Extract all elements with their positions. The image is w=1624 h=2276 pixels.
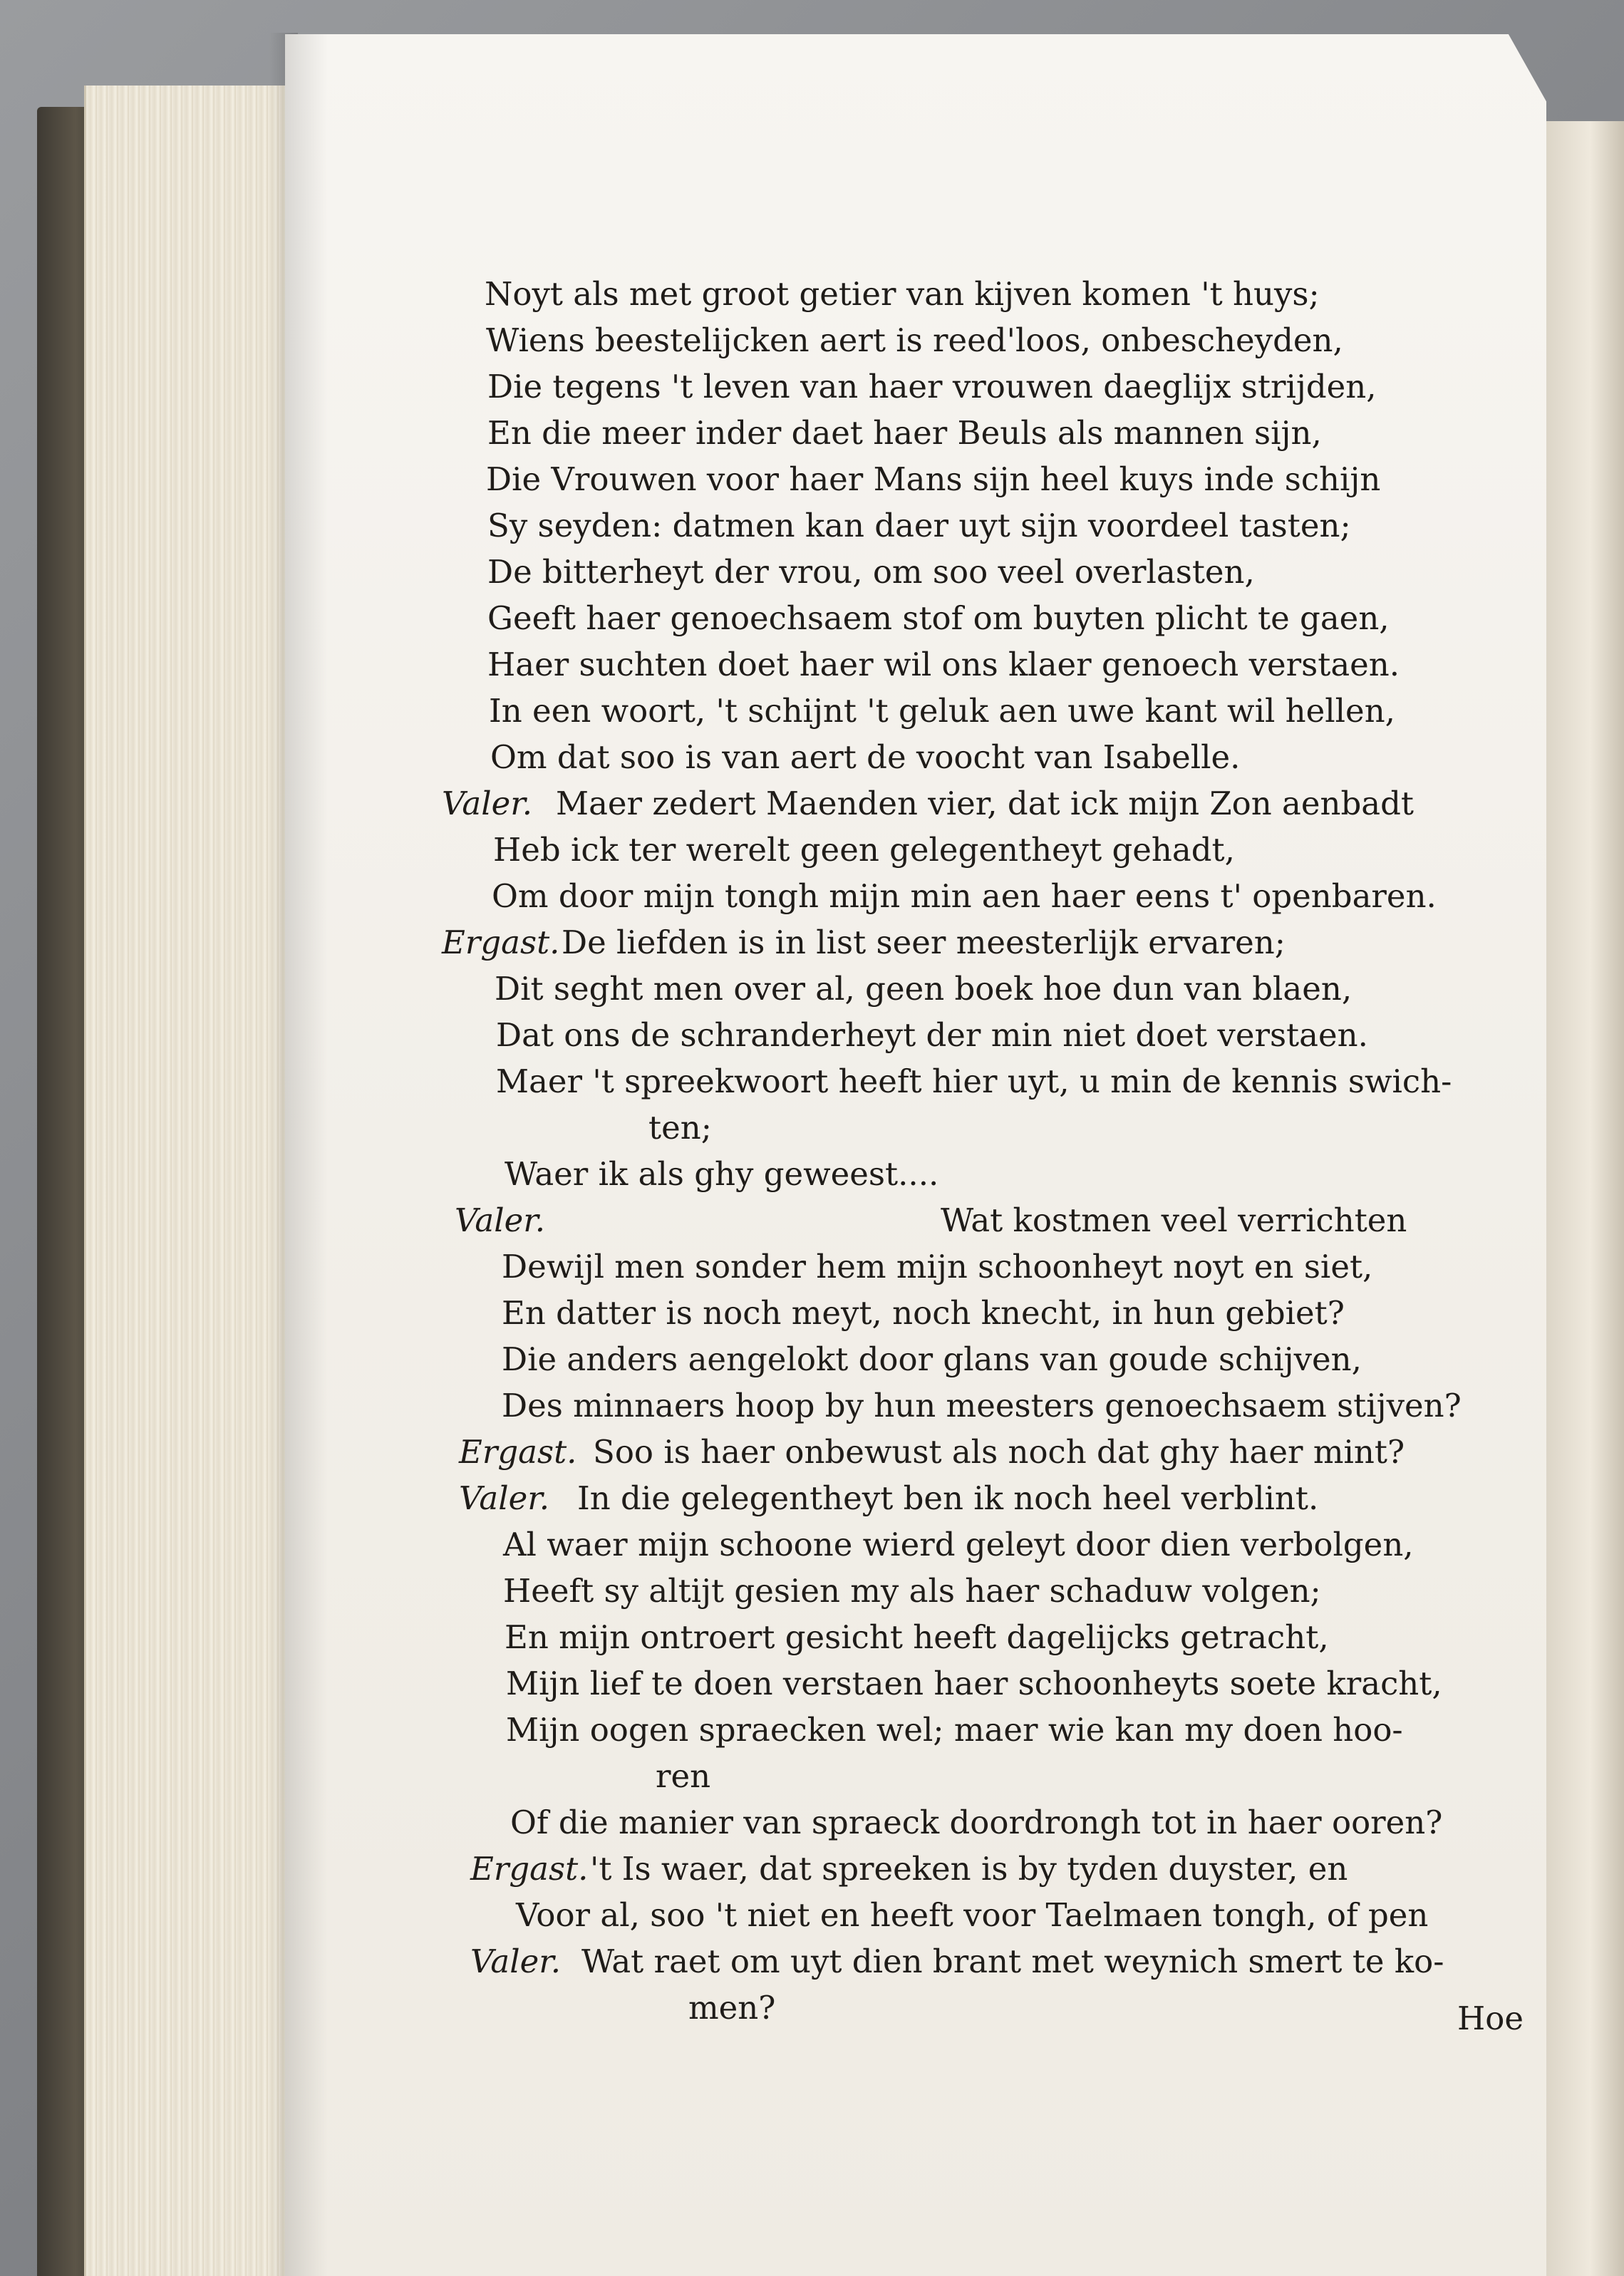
facing-page-edge — [1539, 121, 1624, 2276]
line-text: ten; — [648, 1109, 712, 1147]
line-text: Dewijl men sonder hem mijn schoonheyt noyt en siet, — [502, 1248, 1373, 1286]
verse-line — [442, 1105, 1539, 1151]
verse-line — [442, 1151, 1539, 1197]
verse-line — [442, 734, 1539, 780]
verse-line — [442, 1012, 1539, 1058]
verse-line — [442, 595, 1539, 641]
line-text: Die anders aengelokt door glans van goude schijven, — [502, 1340, 1362, 1378]
line-text: ren — [656, 1757, 711, 1795]
line-text: Geeft haer genoechsaem stof om buyten plicht te gaen, — [487, 599, 1390, 637]
verse-line — [442, 1568, 1539, 1614]
verse-line — [442, 456, 1539, 502]
verse-line — [442, 1614, 1539, 1660]
line-text: Dit seght men over al, geen boek hoe dun van blaen, — [495, 970, 1353, 1008]
speaker-label: Valer. — [442, 785, 533, 822]
line-text: Maer zedert Maenden vier, dat ick mijn Zon aenbadt — [556, 785, 1414, 822]
line-text: Maer 't spreekwoort heeft hier uyt, u min de kennis swich- — [496, 1062, 1452, 1100]
verse-line — [442, 1846, 1539, 1892]
verse-line — [442, 549, 1539, 595]
line-text: Noyt als met groot getier van kijven komen 't huys; — [485, 275, 1320, 313]
line-text: Al waer mijn schoone wierd geleyt door dien verbolgen, — [503, 1526, 1414, 1563]
verse-line — [442, 780, 1539, 827]
verse-line — [442, 688, 1539, 734]
verse-line — [442, 1290, 1539, 1336]
line-text: Waer ik als ghy geweest.... — [505, 1155, 939, 1193]
verse-line — [442, 1336, 1539, 1382]
verse-line — [442, 1753, 1539, 1799]
verse-line — [442, 827, 1539, 873]
verse-line — [442, 1707, 1539, 1753]
line-text: Die tegens 't leven van haer vrouwen daeglijx strijden, — [487, 368, 1377, 405]
line-text: Die Vrouwen voor haer Mans sijn heel kuys inde schijn — [486, 460, 1381, 498]
verse-line — [442, 317, 1539, 363]
verse-line — [442, 502, 1539, 549]
line-text: Om door mijn tongh mijn min aen haer eens t' openbaren. — [492, 877, 1437, 915]
speaker-label: Valer. — [470, 1943, 562, 1980]
verse-line — [442, 1382, 1539, 1429]
line-text: men? — [688, 1989, 776, 2027]
speaker-label: Valer. — [455, 1201, 546, 1239]
line-text: Wat raet om uyt dien brant met weynich smert te ko- — [581, 1943, 1444, 1980]
page-edges-stack — [84, 86, 300, 2276]
line-text: Soo is haer onbewust als noch dat ghy haer mint? — [593, 1433, 1405, 1471]
verse-line — [442, 1799, 1539, 1846]
verse-line — [442, 1521, 1539, 1568]
verse-line — [442, 966, 1539, 1012]
verse-line — [442, 641, 1539, 688]
line-text: Sy seyden: datmen kan daer uyt sijn voordeel tasten; — [487, 507, 1351, 544]
verse-line — [442, 1058, 1539, 1105]
line-text: Mijn oogen spraecken wel; maer wie kan my doen hoo- — [506, 1711, 1403, 1749]
line-text: De liefden is in list seer meesterlijk ervaren; — [562, 924, 1286, 961]
line-text: Haer suchten doet haer wil ons klaer genoech verstaen. — [487, 646, 1400, 683]
line-text: In die gelegentheyt ben ik noch heel verblint. — [577, 1479, 1319, 1517]
verse-line — [442, 1660, 1539, 1707]
line-text: Heb ick ter werelt geen gelegentheyt gehadt, — [493, 831, 1235, 869]
verse-text-block — [442, 271, 1539, 2031]
verse-line — [442, 1892, 1539, 1938]
speaker-label: Ergast. — [459, 1433, 577, 1471]
verse-line — [442, 873, 1539, 919]
line-text: Wiens beestelijcken aert is reed'loos, onbescheyden, — [486, 321, 1343, 359]
verse-line — [442, 363, 1539, 410]
verse-line — [442, 1243, 1539, 1290]
line-text: En mijn ontroert gesicht heeft dagelijcks getracht, — [505, 1618, 1329, 1656]
verse-line — [442, 919, 1539, 966]
speaker-label: Ergast. — [470, 1850, 589, 1888]
line-text: Of die manier van spraeck doordrongh tot in haer ooren? — [510, 1804, 1443, 1841]
verse-line — [442, 1938, 1539, 1985]
line-text: Dat ons de schranderheyt der min niet doet verstaen. — [496, 1016, 1368, 1054]
line-text: Heeft sy altijt gesien my als haer schaduw volgen; — [503, 1572, 1321, 1610]
line-text: Voor al, soo 't niet en heeft voor Taelmaen tongh, of pen — [516, 1896, 1429, 1934]
line-text: Om dat soo is van aert de voocht van Isabelle. — [490, 738, 1241, 776]
verse-line — [442, 1475, 1539, 1521]
line-text: De bitterheyt der vrou, om soo veel overlasten, — [487, 553, 1255, 591]
verse-line — [442, 1985, 1539, 2031]
verse-line — [442, 1197, 1539, 1243]
line-text: Des minnaers hoop by hun meesters genoechsaem stijven? — [502, 1387, 1462, 1424]
line-text: 't Is waer, dat spreeken is by tyden duyster, en — [590, 1850, 1348, 1888]
catchword: Hoe — [1457, 2000, 1524, 2037]
line-text: En die meer inder daet haer Beuls als mannen sijn, — [487, 414, 1322, 452]
line-text: En datter is noch meyt, noch knecht, in hun gebiet? — [502, 1294, 1345, 1332]
speaker-label: Valer. — [459, 1479, 550, 1517]
line-text: Wat kostmen veel verrichten — [941, 1201, 1407, 1239]
verse-line — [442, 410, 1539, 456]
verse-line — [442, 271, 1539, 317]
line-text: Mijn lief te doen verstaen haer schoonheyts soete kracht, — [506, 1665, 1442, 1702]
verse-line — [442, 1429, 1539, 1475]
line-text: In een woort, 't schijnt 't geluk aen uwe kant wil hellen, — [489, 692, 1395, 730]
speaker-label: Ergast. — [442, 924, 560, 961]
